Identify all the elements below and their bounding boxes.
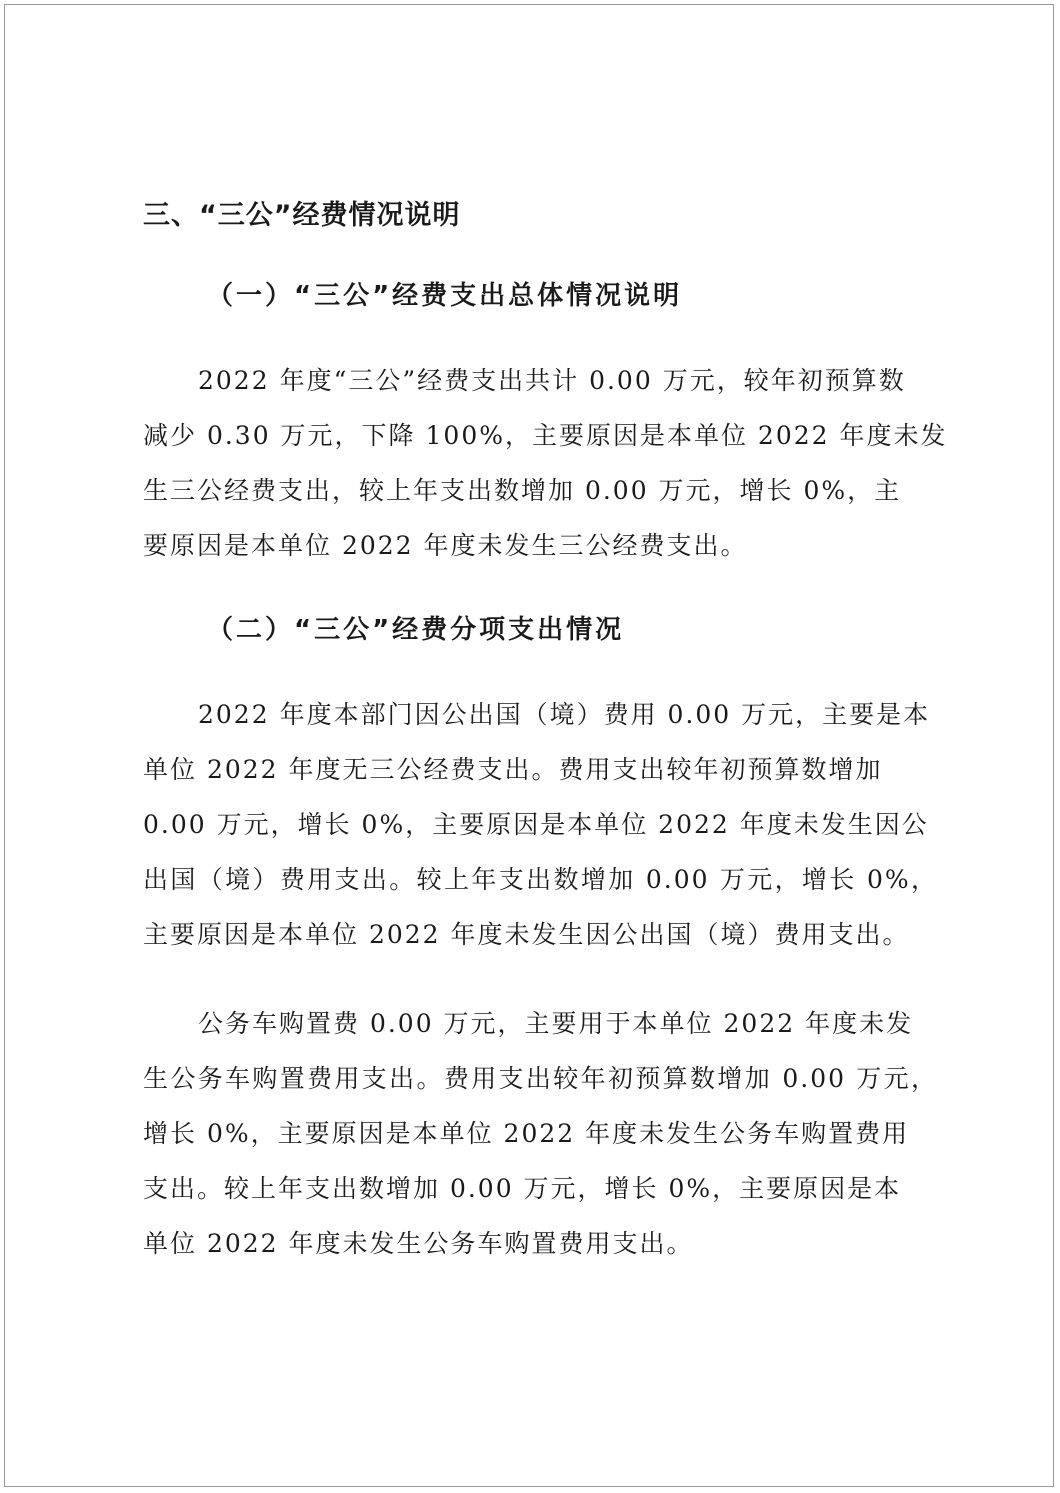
subsection-1-heading: （一）“三公”经费支出总体情况说明 <box>207 281 683 311</box>
paragraph-line: 0.00 万元，增长 0%，主要原因是本单位 2022 年度未发生因公 <box>143 810 929 839</box>
section-heading: 三、“三公”经费情况说明 <box>143 200 461 231</box>
vehicle-purchase-paragraph <box>143 996 943 1271</box>
paragraph-line: 增长 0%，主要原因是本单位 2022 年度未发生公务车购置费用 <box>143 1119 910 1148</box>
paragraph-line: 生三公经费支出，较上年支出数增加 0.00 万元，增长 0%，主 <box>143 476 902 505</box>
paragraph-line: 出国（境）费用支出。较上年支出数增加 0.00 万元，增长 0%， <box>143 865 938 894</box>
paragraph-line: 公务车购置费 0.00 万元，主要用于本单位 2022 年度未发 <box>198 1009 914 1038</box>
overseas-travel-paragraph <box>143 687 943 962</box>
paragraph-line: 生公务车购置费用支出。费用支出较年初预算数增加 0.00 万元， <box>143 1064 938 1093</box>
subsection-1-paragraph <box>143 353 948 573</box>
paragraph-line: 主要原因是本单位 2022 年度未发生因公出国（境）费用支出。 <box>143 920 910 949</box>
paragraph-line: 要原因是本单位 2022 年度未发生三公经费支出。 <box>143 531 748 560</box>
paragraph-line: 单位 2022 年度无三公经费支出。费用支出较年初预算数增加 <box>143 755 883 784</box>
paragraph-line: 减少 0.30 万元，下降 100%，主要原因是本单位 2022 年度未发 <box>143 421 948 450</box>
document-body <box>143 193 948 1305</box>
paragraph-line: 支出。较上年支出数增加 0.00 万元，增长 0%，主要原因是本 <box>143 1174 902 1203</box>
paragraph-line: 2022 年度“三公”经费支出共计 0.00 万元，较年初预算数 <box>198 366 906 395</box>
paragraph-line: 2022 年度本部门因公出国（境）费用 0.00 万元，主要是本 <box>198 700 931 729</box>
paragraph-line: 单位 2022 年度未发生公务车购置费用支出。 <box>143 1229 694 1258</box>
subsection-2-heading: （二）“三公”经费分项支出情况 <box>207 615 625 645</box>
